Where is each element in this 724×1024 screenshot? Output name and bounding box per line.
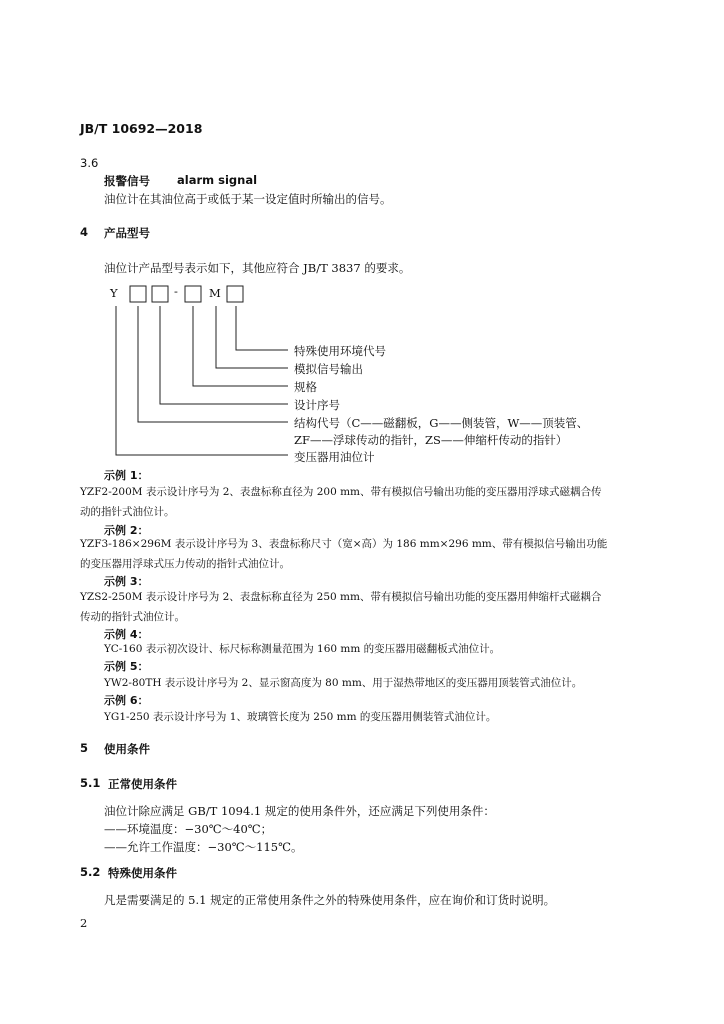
term-english: alarm signal (177, 173, 258, 187)
label-analog-output: 模拟信号输出 (294, 362, 363, 376)
leader-env (236, 306, 288, 350)
code-box-env (227, 286, 243, 302)
label-structure-code: 结构代号（C——磁翻板，G——侧装管，W——顶装管、 (294, 416, 589, 430)
subsection-intro: 油位计除应满足 GB/T 1094.1 规定的使用条件外，还应满足下列使用条件： (104, 804, 495, 818)
example-text: YC-160 表示初次设计、标尺标称测量范围为 160 mm 的变压器用磁翻板式油位计。 (104, 643, 501, 655)
page-number: 2 (80, 916, 88, 930)
example-label: 示例 2： (104, 524, 149, 537)
example-label: 示例 3： (104, 575, 149, 588)
term-definition: 油位计在其油位高于或低于某一设定值时所输出的信号。 (104, 192, 392, 206)
leader-spec (193, 306, 288, 386)
example-text: YZF3-186×296M 表示设计序号为 3、表盘标称尺寸（宽×高）为 186 mm×296 mm、带有模拟信号输出功能的变压器用浮球式压力传动的指针式油位计。 (80, 538, 608, 570)
example-text: YW2-80TH 表示设计序号为 2、显示窗高度为 80 mm、用于湿热带地区的变压器用顶装管式油位计。 (104, 677, 583, 689)
term-chinese: 报警信号 (104, 174, 150, 188)
example-text: YG1-250 表示设计序号为 1、玻璃管长度为 250 mm 的变压器用侧装管式油位计。 (104, 711, 497, 723)
section-title: 产品型号 (104, 226, 150, 240)
section-intro: 油位计产品型号表示如下，其他应符合 JB/T 3837 的要求。 (104, 261, 411, 275)
section-number: 4 (80, 225, 89, 239)
leader-transformer (116, 306, 288, 455)
label-design-seq: 设计序号 (294, 398, 340, 412)
code-prefix: Y (110, 286, 118, 300)
standard-code: JB/T 10692—2018 (80, 121, 203, 136)
code-box-spec (185, 286, 201, 302)
section-title: 使用条件 (104, 742, 150, 756)
example-label: 示例 6： (104, 694, 149, 707)
example-text: YZS2-250M 表示设计序号为 2、表盘标称直径为 250 mm、带有模拟信号输出功能的变压器用伸缩杆式磁耦合传动的指针式油位计。 (80, 591, 602, 623)
subsection-number: 5.2 (80, 865, 101, 879)
leader-analog (216, 306, 288, 368)
subsection-title: 特殊使用条件 (108, 866, 177, 880)
list-item-working-temp: ——允许工作温度：−30℃～115℃。 (104, 840, 303, 854)
leader-design (160, 306, 288, 404)
label-spec: 规格 (294, 380, 317, 394)
code-dash: - (174, 284, 178, 298)
label-structure-code-cont: ZF——浮球传动的指针，ZS——伸缩杆传动的指针） (294, 433, 568, 447)
label-env-code: 特殊使用环境代号 (294, 344, 386, 358)
example-text: YZF2-200M 表示设计序号为 2、表盘标称直径为 200 mm、带有模拟信号输出功能的变压器用浮球式磁耦合传动的指针式油位计。 (80, 486, 602, 518)
label-transformer: 变压器用油位计 (294, 450, 375, 464)
list-item-ambient-temp: ——环境温度：−30℃～40℃； (104, 822, 273, 836)
section-number: 3.6 (80, 156, 99, 170)
code-box-structure (130, 286, 146, 302)
subsection-number: 5.1 (80, 776, 101, 790)
code-box-design-seq (152, 286, 168, 302)
example-label: 示例 4： (104, 628, 149, 641)
subsection-title: 正常使用条件 (108, 777, 177, 791)
code-mid: M (209, 286, 221, 300)
example-label: 示例 5： (104, 660, 149, 673)
section-number: 5 (80, 741, 89, 755)
example-label: 示例 1： (104, 469, 149, 482)
subsection-text: 凡是需要满足的 5.1 规定的正常使用条件之外的特殊使用条件，应在询价和订货时说明。 (104, 893, 556, 907)
